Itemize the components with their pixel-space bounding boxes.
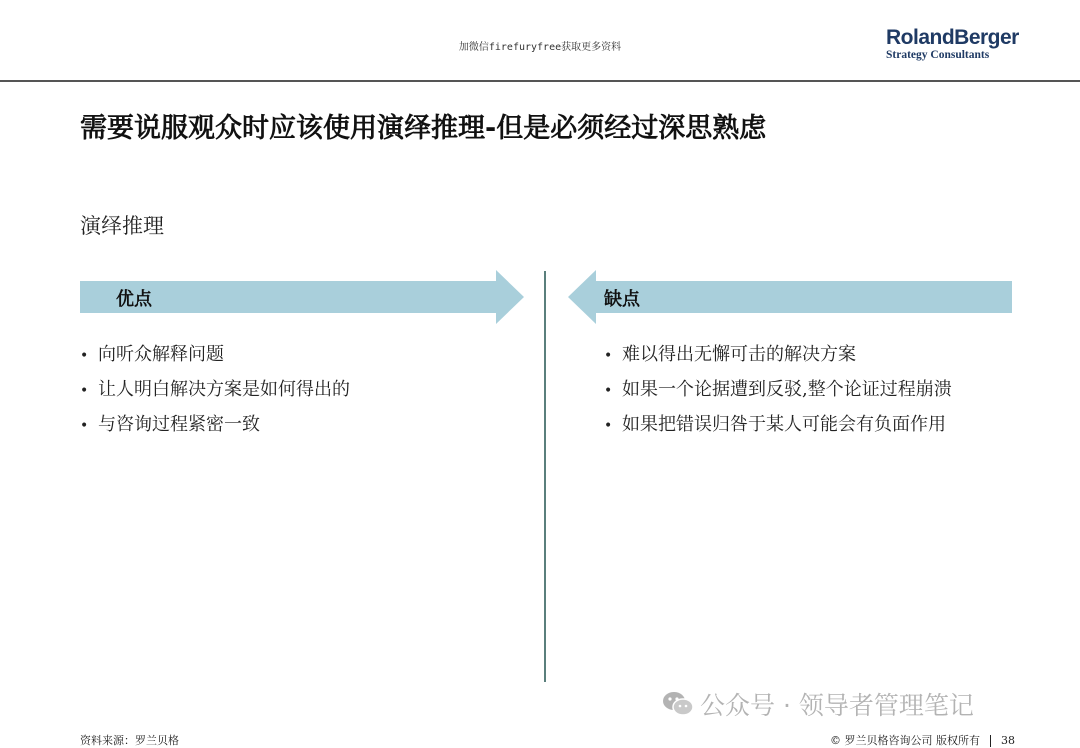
pros-item-text: 让人明白解决方案是如何得出的	[98, 379, 350, 400]
watermark	[662, 686, 974, 724]
list-item	[604, 373, 952, 408]
bullet-icon: •	[604, 418, 613, 434]
cons-item-text: 难以得出无懈可击的解决方案	[622, 344, 856, 365]
cons-arrow	[568, 270, 1012, 324]
cons-label: 缺点	[604, 289, 640, 310]
logo-sub-text: Strategy Consultants	[886, 49, 990, 61]
footer-source: 资料来源：罗兰贝格	[80, 734, 179, 747]
header-note: 加微信firefuryfree获取更多资料	[458, 42, 622, 53]
watermark-text: 公众号 · 领导者管理笔记	[700, 691, 974, 720]
list-item	[80, 373, 350, 408]
list-item	[80, 408, 350, 443]
cons-list	[604, 338, 952, 443]
bullet-icon: •	[604, 383, 613, 399]
bullet-icon: •	[80, 418, 89, 434]
roland-berger-logo	[886, 27, 1026, 61]
list-item	[604, 338, 952, 373]
page-title: 需要说服观众时应该使用演绎推理-但是必须经过深思熟虑	[80, 113, 767, 144]
copyright-text: © 罗兰贝格咨询公司 版权所有	[830, 734, 980, 747]
center-divider	[544, 271, 546, 682]
page-number: 38	[1001, 734, 1015, 747]
cons-item-text: 如果把错误归咎于某人可能会有负面作用	[622, 414, 946, 435]
cons-item-text: 如果一个论据遭到反驳,整个论证过程崩溃	[622, 379, 952, 400]
bullet-icon: •	[604, 348, 613, 364]
pros-label: 优点	[116, 289, 152, 310]
footer-copyright	[830, 732, 1015, 748]
bullet-icon: •	[80, 383, 89, 399]
logo-main-text: RolandBerger	[886, 26, 1019, 49]
section-subtitle: 演绎推理	[80, 214, 164, 238]
wechat-icon	[662, 690, 694, 724]
list-item	[80, 338, 350, 373]
pros-item-text: 与咨询过程紧密一致	[98, 414, 260, 435]
bullet-icon: •	[80, 348, 89, 364]
pros-arrow	[80, 270, 524, 324]
page-separator	[990, 735, 991, 747]
pros-list	[80, 338, 350, 443]
header-rule	[0, 80, 1080, 82]
pros-item-text: 向听众解释问题	[98, 344, 224, 365]
list-item	[604, 408, 952, 443]
